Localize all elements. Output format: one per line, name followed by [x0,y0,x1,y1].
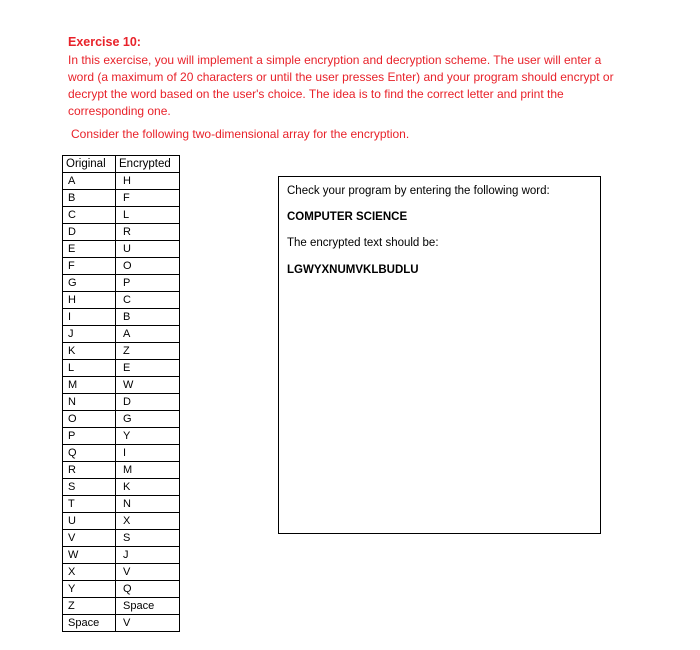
table-row [63,173,180,190]
original-cell: V [63,530,116,547]
original-cell: Space [63,615,116,632]
cipher-table-header [63,156,180,173]
original-cell: Q [63,445,116,462]
table-row [63,530,180,547]
table-row [63,581,180,598]
table-row [63,292,180,309]
encrypted-cell: A [116,326,180,343]
table-row [63,445,180,462]
table-row [63,241,180,258]
encrypted-cell: D [116,394,180,411]
table-row [63,547,180,564]
table-row [63,394,180,411]
original-cell: B [63,190,116,207]
original-cell: W [63,547,116,564]
header-original: Original [63,156,116,173]
table-row [63,309,180,326]
original-cell: G [63,275,116,292]
encrypted-cell: V [116,564,180,581]
table-row [63,479,180,496]
original-cell: L [63,360,116,377]
check-box [278,176,601,534]
encrypted-cell: B [116,309,180,326]
original-cell: O [63,411,116,428]
encrypted-cell: F [116,190,180,207]
original-cell: F [63,258,116,275]
original-cell: U [63,513,116,530]
table-row [63,428,180,445]
encrypted-cell: M [116,462,180,479]
header-encrypted: Encrypted [116,156,180,173]
encrypted-cell: U [116,241,180,258]
table-row [63,615,180,632]
original-cell: R [63,462,116,479]
encrypted-cell: J [116,547,180,564]
encrypted-cell: I [116,445,180,462]
table-row [63,207,180,224]
original-cell: T [63,496,116,513]
original-cell: P [63,428,116,445]
table-row [63,496,180,513]
table-row [63,326,180,343]
encrypted-cell: N [116,496,180,513]
expected-encrypted-text: LGWYXNUMVKLBUDLU [287,264,419,276]
encrypted-cell: O [116,258,180,275]
table-row [63,360,180,377]
encrypted-cell: C [116,292,180,309]
encrypted-cell: V [116,615,180,632]
encrypted-cell: L [116,207,180,224]
table-row [63,343,180,360]
table-row [63,513,180,530]
encrypted-cell: H [116,173,180,190]
exercise-intro: In this exercise, you will implement a simple encryption and decryption scheme. The user will enter a word (a maximum of 20 characters or until the user presses Enter) and your program should encrypt or decrypt the word based on the user's choice. The idea is to find the correct letter and print the corresponding one. [68,53,614,118]
original-cell: A [63,173,116,190]
encrypted-cell: Space [116,598,180,615]
original-cell: M [63,377,116,394]
encrypted-cell: S [116,530,180,547]
original-cell: Z [63,598,116,615]
table-row [63,258,180,275]
original-cell: C [63,207,116,224]
table-row [63,564,180,581]
test-word: COMPUTER SCIENCE [287,211,408,223]
encrypted-cell: E [116,360,180,377]
encrypted-cell: G [116,411,180,428]
table-row [63,411,180,428]
encrypted-cell: Q [116,581,180,598]
encrypted-cell: Z [116,343,180,360]
original-cell: K [63,343,116,360]
original-cell: N [63,394,116,411]
original-cell: H [63,292,116,309]
encrypted-cell: R [116,224,180,241]
original-cell: S [63,479,116,496]
expected-label: The encrypted text should be: [287,237,439,249]
encrypted-cell: K [116,479,180,496]
encrypted-cell: X [116,513,180,530]
encrypted-cell: P [116,275,180,292]
consider-text: Consider the following two-dimensional array for the encryption. [71,127,410,141]
cipher-table-body [63,173,180,632]
original-cell: I [63,309,116,326]
table-row [63,598,180,615]
encrypted-cell: Y [116,428,180,445]
table-row [63,275,180,292]
check-instruction: Check your program by entering the following word: [287,185,550,197]
original-cell: J [63,326,116,343]
table-row [63,224,180,241]
original-cell: D [63,224,116,241]
table-row [63,462,180,479]
table-row [63,190,180,207]
original-cell: X [63,564,116,581]
table-row [63,377,180,394]
original-cell: Y [63,581,116,598]
encrypted-cell: W [116,377,180,394]
cipher-table [62,155,180,632]
exercise-title: Exercise 10: [68,35,141,49]
original-cell: E [63,241,116,258]
